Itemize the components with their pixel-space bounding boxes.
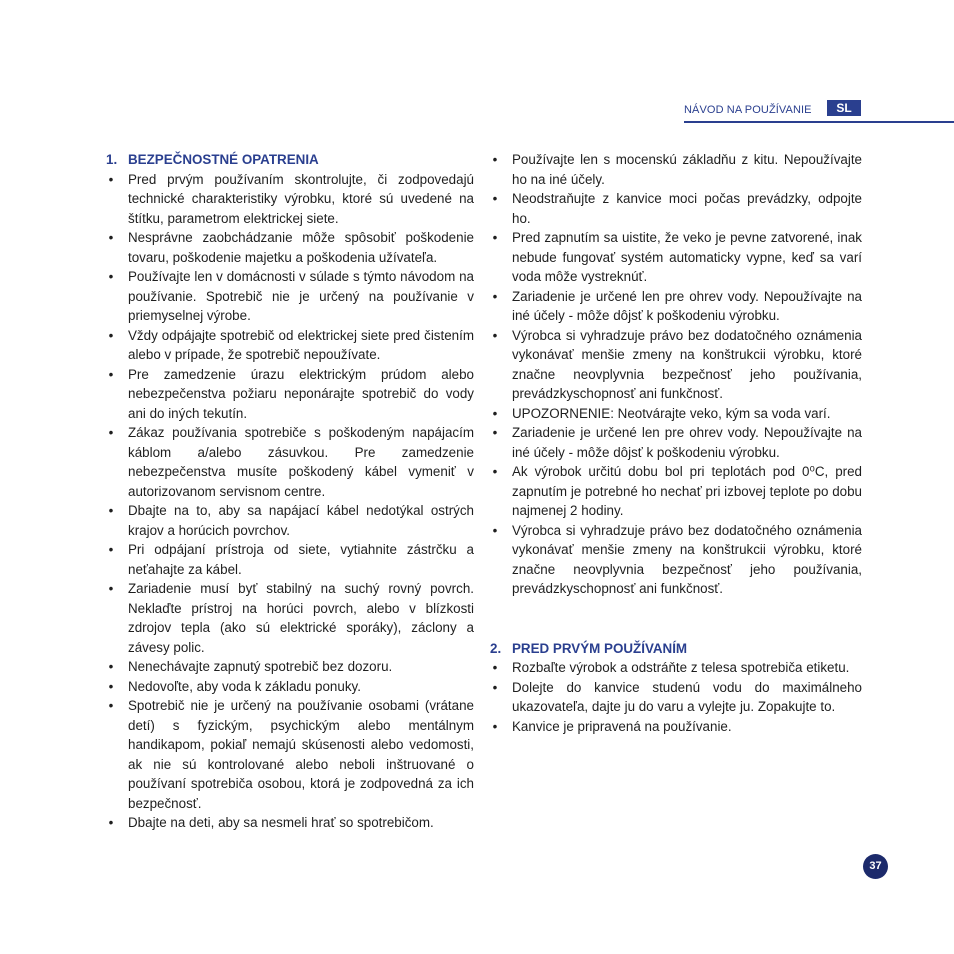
- bullet-icon: •: [108, 425, 114, 440]
- bullet-icon: •: [492, 191, 498, 206]
- bullet-icon: •: [492, 405, 498, 421]
- bullet-icon: •: [492, 660, 498, 675]
- list-item-text: Zariadenie je určené len pre ohrev vody. Nepoužívajte na iné účely - môže dôjsť k poškodeniu výrobku.: [512, 288, 862, 323]
- section-1-heading: [106, 150, 474, 170]
- bullet-icon: •: [492, 425, 498, 440]
- list-item-text: Vždy odpájajte spotrebič od elektrickej siete pred čistením alebo v prípade, že spotrebič nepoužívate.: [128, 327, 474, 362]
- bullet-icon: •: [108, 366, 114, 382]
- list-item-text: Výrobca si vyhradzuje právo bez dodatočného oznámenia vykonávať menšie zmeny na konštrukcii výrobku, ktoré značne neovplyvnia bezpečnosť jeho používania, prevádzkyschopnosť ani funkčnosť.: [512, 327, 862, 401]
- list-item-text: Nesprávne zaobchádzanie môže spôsobiť poškodenie tovaru, poškodenie majetku a poškodenia užívateľa.: [128, 230, 474, 265]
- left-column: [106, 150, 474, 833]
- list-item: [106, 813, 474, 833]
- list-item-text: Neodstraňujte z kanvice moci počas prevádzky, odpojte ho.: [512, 191, 862, 226]
- list-item: [490, 228, 862, 287]
- list-item-text: Nenechávajte zapnutý spotrebič bez dozoru.: [128, 659, 393, 674]
- section-spacer: [490, 599, 862, 639]
- bullet-icon: •: [492, 718, 498, 734]
- bullet-icon: •: [108, 230, 114, 245]
- list-item: [106, 657, 474, 677]
- header-title: NÁVOD NA POUŽÍVANIE: [684, 104, 812, 116]
- page-number: 37: [863, 854, 888, 879]
- bullet-icon: •: [108, 698, 114, 713]
- list-item-text: Zákaz používania spotrebiče s poškodeným napájacím káblom a/alebo zásuvkou. Pre zamedzenie nebezpečenstva musíte poškodený kábel vymeniť v autorizovanom servisnom centre.: [128, 425, 474, 499]
- list-item: [106, 267, 474, 326]
- bullet-icon: •: [108, 678, 114, 694]
- bullet-icon: •: [108, 171, 114, 187]
- list-item: [490, 287, 862, 326]
- section-1-continued-list: [490, 150, 862, 599]
- list-item: [106, 677, 474, 697]
- bullet-icon: •: [492, 327, 498, 343]
- bullet-icon: •: [108, 542, 114, 557]
- bullet-icon: •: [492, 152, 498, 167]
- section-1-list: [106, 170, 474, 833]
- list-item-text: Dolejte do kanvice studenú vodu do maximálneho ukazovateľa, dajte ju do varu a vylejte ju. Zopakujte to.: [512, 679, 862, 714]
- list-item: [490, 678, 862, 717]
- list-item: [490, 326, 862, 404]
- list-item-text: Používajte len v domácnosti v súlade s týmto návodom na používanie. Spotrebič nie je určený na používanie v priemyselnej výrobe.: [128, 269, 474, 323]
- language-badge: SL: [827, 100, 861, 116]
- bullet-icon: •: [108, 815, 114, 830]
- list-item: [106, 365, 474, 424]
- bullet-icon: •: [492, 679, 498, 695]
- bullet-icon: •: [492, 522, 498, 538]
- list-item-text: Pred prvým používaním skontrolujte, či zodpovedajú technické charakteristiky výrobku, ktoré sú uvedené na štítku, parametrom elektrickej siete.: [128, 171, 474, 226]
- list-item: [106, 696, 474, 813]
- list-item-text: Kanvice je pripravená na používanie.: [512, 718, 732, 734]
- list-item-text: Ak výrobok určitú dobu bol pri teplotách pod 0⁰C, pred zapnutím je potrebné ho nechať pri izbovej teplote po dobu najmenej 2 hodiny.: [512, 464, 862, 518]
- list-item: [490, 717, 862, 737]
- list-item-text: Výrobca si vyhradzuje právo bez dodatočného oznámenia vykonávať menšie zmeny na konštrukcii výrobku, ktoré značne neovplyvnia bezpečnosť jeho používania, prevádzkyschopnosť ani funkčnosť.: [512, 522, 862, 596]
- section-2-title: PRED PRVÝM POUŽÍVANÍM: [512, 640, 688, 656]
- list-item: [490, 404, 862, 424]
- list-item: [106, 540, 474, 579]
- list-item: [106, 228, 474, 267]
- right-column: [490, 150, 862, 736]
- bullet-icon: •: [108, 581, 114, 596]
- list-item-text: Rozbaľte výrobok a odstráňte z telesa spotrebiča etiketu.: [512, 660, 850, 675]
- section-2-heading: [490, 639, 862, 659]
- list-item-text: Dbajte na deti, aby sa nesmeli hrať so spotrebičom.: [128, 815, 434, 830]
- section-2-number: 2.: [490, 640, 502, 656]
- list-item: [106, 579, 474, 657]
- list-item: [106, 423, 474, 501]
- bullet-icon: •: [492, 288, 498, 304]
- list-item-text: Spotrebič nie je určený na používanie osobami (vrátane detí) s fyzickým, psychickým alebo mentálnym handikapom, pokiaľ nemajú skúsenosti alebo vedomosti, ak nie sú kontrolované alebo neboli inštruované o používaní spotrebiča osobou, ktorá je zodpovedná za ich bezpečnosť.: [128, 698, 474, 811]
- list-item-text: Zariadenie musí byť stabilný na suchý rovný povrch. Neklaďte prístroj na horúci povrch, alebo v blízkosti zdrojov tepla (ako sú elektrické sporáky), záclony a závesy polic.: [128, 581, 474, 655]
- list-item: [490, 150, 862, 189]
- section-1-title: BEZPEČNOSTNÉ OPATRENIA: [128, 152, 319, 167]
- header-rule: [684, 121, 954, 123]
- bullet-icon: •: [108, 327, 114, 343]
- list-item: [490, 521, 862, 599]
- bullet-icon: •: [108, 659, 114, 674]
- list-item-text: Zariadenie je určené len pre ohrev vody. Nepoužívajte na iné účely - môže dôjsť k poškodeniu výrobku.: [512, 425, 862, 460]
- list-item: [106, 326, 474, 365]
- list-item-text: Pre zamedzenie úrazu elektrickým prúdom alebo nebezpečenstva požiaru neponárajte spotrebič do vody ani do iných tekutín.: [128, 366, 474, 421]
- list-item-text: UPOZORNENIE: Neotvárajte veko, kým sa voda varí.: [512, 405, 831, 421]
- bullet-icon: •: [108, 269, 114, 284]
- list-item-text: Používajte len s mocenskú základňu z kitu. Nepoužívajte ho na iné účely.: [512, 152, 862, 187]
- bullet-icon: •: [108, 503, 114, 518]
- list-item: [106, 170, 474, 229]
- list-item-text: Dbajte na to, aby sa napájací kábel nedotýkal ostrých krajov a horúcich povrchov.: [128, 503, 474, 538]
- list-item: [490, 423, 862, 462]
- section-1-number: 1.: [106, 152, 118, 167]
- bullet-icon: •: [492, 464, 498, 479]
- list-item: [106, 501, 474, 540]
- list-item: [490, 658, 862, 678]
- bullet-icon: •: [492, 230, 498, 245]
- list-item-text: Pred zapnutím sa uistite, že veko je pevne zatvorené, inak nebude fungovať systém automaticky vypne, keď sa varí voda môže vystreknúť.: [512, 230, 862, 284]
- list-item: [490, 462, 862, 521]
- list-item-text: Pri odpájaní prístroja od siete, vytiahnite zástrčku a neťahajte za kábel.: [128, 542, 474, 577]
- list-item: [490, 189, 862, 228]
- list-item-text: Nedovoľte, aby voda k základu ponuky.: [128, 678, 361, 694]
- section-2-list: [490, 658, 862, 736]
